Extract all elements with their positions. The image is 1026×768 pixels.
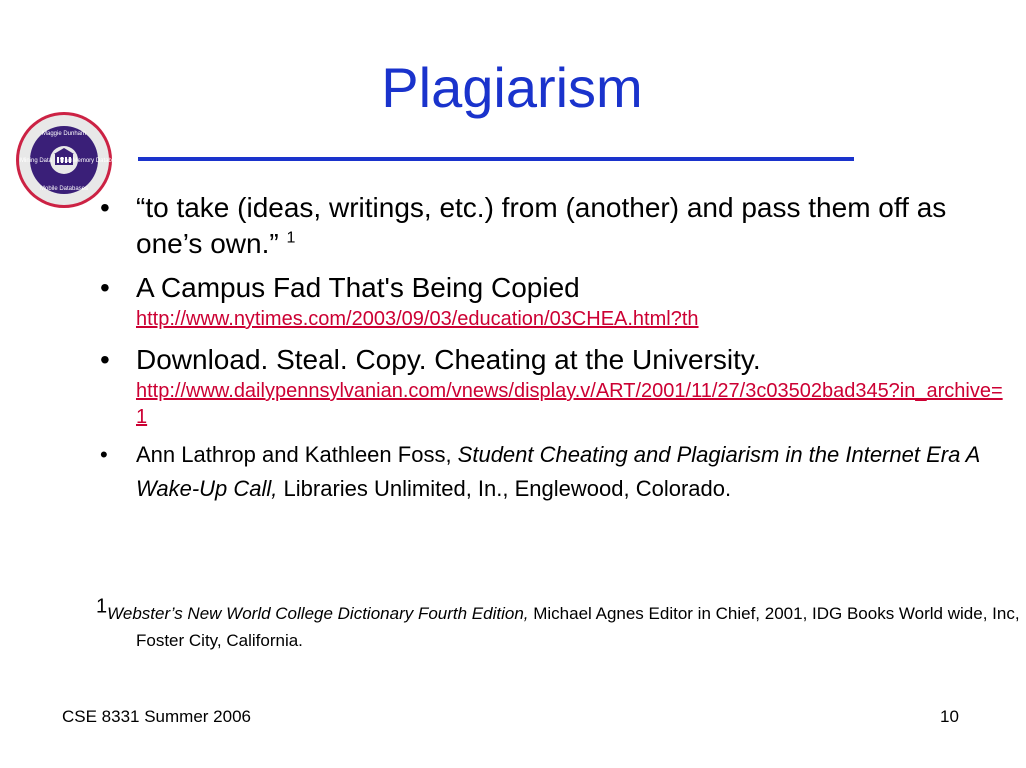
slide-title: Plagiarism bbox=[381, 56, 643, 119]
footer-page-number: 10 bbox=[940, 707, 959, 726]
logo-text-left: Mining Data bbox=[19, 158, 53, 164]
footnote-details: Michael Agnes Editor in Chief, 2001, IDG Books World wide, Inc, Foster City, California. bbox=[136, 604, 1020, 650]
bullet-marker: • bbox=[100, 344, 110, 375]
title-underline bbox=[138, 157, 854, 161]
nytimes-link[interactable]: http://www.nytimes.com/2003/09/03/education/03CHEA.html?th bbox=[136, 308, 699, 330]
footer-course: CSE 8331 Summer 2006 bbox=[62, 707, 251, 726]
logo-text-top: Maggie Dunham bbox=[41, 131, 87, 137]
bullet-nytimes bbox=[96, 270, 1008, 332]
bullet-marker: • bbox=[100, 272, 110, 303]
bullet-list bbox=[96, 190, 1008, 506]
logo-text-bottom: Mobile Databases bbox=[39, 186, 89, 192]
logo-text-right: MainMemory Databases bbox=[59, 158, 125, 164]
book-publisher: Libraries Unlimited, In., Englewood, Colorado. bbox=[277, 476, 732, 501]
bullet-book-reference bbox=[96, 438, 1008, 506]
book-authors: Ann Lathrop and Kathleen Foss, bbox=[136, 442, 458, 467]
bullet-marker: • bbox=[100, 192, 110, 223]
footnote-mark: 1 bbox=[96, 595, 108, 618]
footnote bbox=[96, 595, 1026, 654]
article-title: Download. Steal. Copy. Cheating at the University. bbox=[136, 344, 761, 375]
footnote-source-title: Webster’s New World College Dictionary Fourth Edition, bbox=[107, 604, 529, 623]
bullet-dailypennsylvanian bbox=[96, 342, 1008, 430]
bullet-definition bbox=[96, 190, 1008, 262]
dailypennsylvanian-link[interactable]: http://www.dailypennsylvanian.com/vnews/display.v/ART/2001/11/27/3c03502bad345?in_archive=1 bbox=[136, 380, 1003, 428]
definition-text: “to take (ideas, writings, etc.) from (another) and pass them off as one’s own.” bbox=[136, 192, 947, 259]
bullet-marker: • bbox=[100, 442, 108, 467]
footnote-ref: 1 bbox=[286, 229, 296, 247]
book-title: Student Cheating and Plagiarism in the Internet Era A Wake-Up Call, bbox=[136, 442, 980, 501]
article-title: A Campus Fad That's Being Copied bbox=[136, 272, 580, 303]
